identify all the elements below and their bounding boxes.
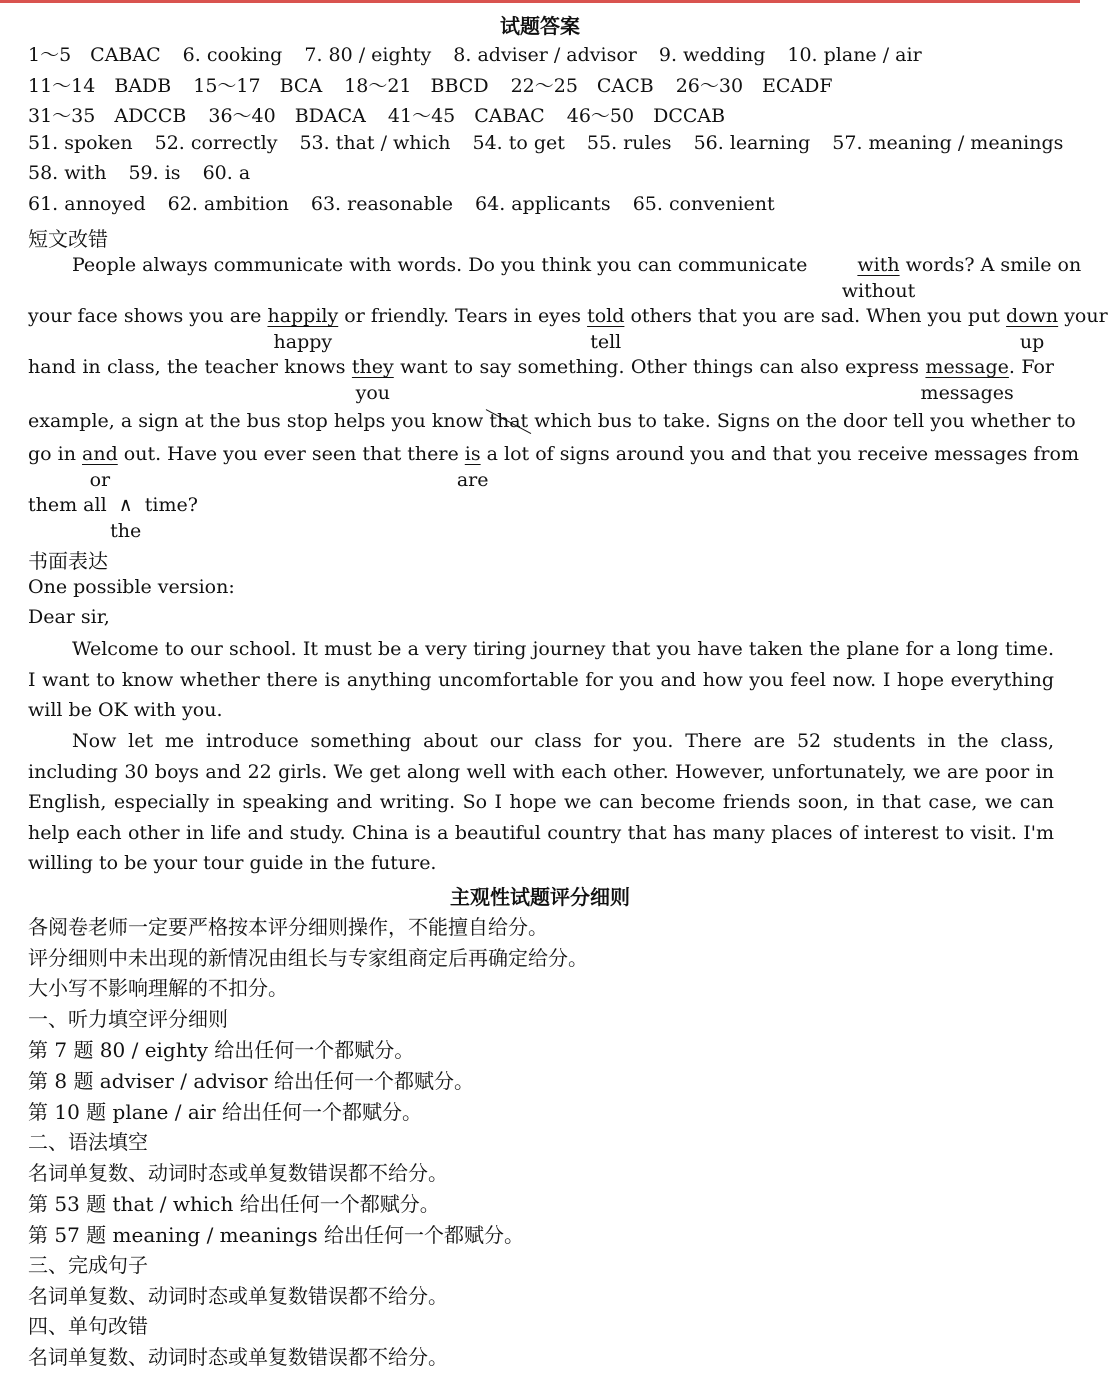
correction-word: without	[841, 280, 916, 302]
correction-heading: 短文改错	[28, 227, 108, 251]
rule-line: 第 53 题 that / which 给出任何一个都赋分。	[28, 1192, 440, 1216]
error-word: happily	[267, 305, 339, 327]
correction-word: messages	[920, 382, 1014, 404]
insert-caret: ∧	[118, 494, 133, 516]
rules-title: 主观性试题评分细则	[450, 885, 630, 909]
passage-line-5: go in and or out. Have you ever seen that there is are a lot of signs around you and that you receive messages from	[28, 443, 1079, 491]
letter-salutation: Dear sir,	[28, 606, 110, 628]
rule-line: 第 7 题 80 / eighty 给出任何一个都赋分。	[28, 1038, 415, 1062]
error-word: told	[587, 305, 625, 327]
rule-line: 第 8 题 adviser / advisor 给出任何一个都赋分。	[28, 1069, 474, 1093]
rule-line: 名词单复数、动词时态或单复数错误都不给分。	[28, 1161, 448, 1185]
top-divider	[0, 0, 1080, 3]
writing-heading: 书面表达	[28, 549, 108, 573]
letter-paragraph-2: Now let me introduce something about our class for you. There are 52 students in the class, including 30 boys and 22 girls. We get along well with each other. However, unfortunately, we are poor in English, especially in speaking and writing. So I hope we can become friends soon, in that case, we can help each other in life and study. China is a beautiful country that has many places of interest to visit. I'm willing to be your tour guide in the future.	[28, 730, 1054, 874]
passage-line-2: your face shows you are happily happy or friendly. Tears in eyes told tell others that you are sad. When you put down up your	[28, 305, 1108, 353]
passage-line-6: them all ∧ the time?	[28, 494, 198, 542]
correction-word: the	[110, 520, 142, 542]
answer-row-5: 58. with 59. is 60. a	[28, 162, 251, 184]
error-word: they	[351, 356, 394, 378]
rule-section-heading: 一、听力填空评分细则	[28, 1007, 228, 1031]
answer-row-2: 11～14 BADB 15～17 BCA 18～21 BBCD 22～25 CACB 26～30 ECADF	[28, 75, 833, 97]
passage-line-4: example, a sign at the bus stop helps you know that which bus to take. Signs on the door tell you whether to	[28, 410, 1076, 432]
error-word: message	[925, 356, 1009, 378]
passage-line-1: People always communicate with words. Do you think you can communicate with without words? A smile on	[72, 254, 1082, 302]
correction-word: happy	[273, 331, 333, 353]
rule-line: 名词单复数、动词时态或单复数错误都不给分。	[28, 1345, 448, 1369]
correction-word: tell	[590, 331, 622, 353]
rule-line: 大小写不影响理解的不扣分。	[28, 976, 288, 1000]
passage-line-3: hand in class, the teacher knows they you want to say something. Other things can also express message messages . For	[28, 356, 1055, 404]
error-word: down	[1006, 305, 1059, 327]
rule-line: 各阅卷老师一定要严格按本评分细则操作，不能擅自给分。	[28, 915, 548, 939]
writing-intro: One possible version:	[28, 576, 235, 598]
error-word: with	[857, 254, 900, 276]
deleted-word: that	[489, 410, 529, 432]
letter-paragraph-1: Welcome to our school. It must be a very tiring journey that you have taken the plane for a long time. I want to know whether there is anything uncomfortable for you and how you feel now. I hope everything will be OK with you.	[28, 638, 1054, 721]
correction-word: are	[456, 469, 489, 491]
correction-word: up	[1019, 331, 1045, 353]
error-word: is	[464, 443, 481, 465]
rule-line: 评分细则中未出现的新情况由组长与专家组商定后再确定给分。	[28, 946, 588, 970]
answer-row-4: 51. spoken 52. correctly 53. that / which 54. to get 55. rules 56. learning 57. meaning / meanings	[28, 132, 1064, 154]
answer-row-6: 61. annoyed 62. ambition 63. reasonable 64. applicants 65. convenient	[28, 193, 775, 215]
answers-title: 试题答案	[500, 14, 580, 38]
correction-word: you	[355, 382, 391, 404]
answer-row-3: 31～35 ADCCB 36～40 BDACA 41～45 CABAC 46～50 DCCAB	[28, 105, 726, 127]
rule-section-heading: 四、单句改错	[28, 1314, 148, 1338]
rule-line: 第 57 题 meaning / meanings 给出任何一个都赋分。	[28, 1223, 524, 1247]
rule-line: 第 10 题 plane / air 给出任何一个都赋分。	[28, 1100, 423, 1124]
rule-section-heading: 三、完成句子	[28, 1253, 148, 1277]
correction-word: or	[89, 469, 111, 491]
rule-section-heading: 二、语法填空	[28, 1130, 148, 1154]
error-word: and	[82, 443, 118, 465]
answer-row-1: 1～5 CABAC 6. cooking 7. 80 / eighty 8. adviser / advisor 9. wedding 10. plane / air	[28, 44, 922, 66]
rule-line: 名词单复数、动词时态或单复数错误都不给分。	[28, 1284, 448, 1308]
